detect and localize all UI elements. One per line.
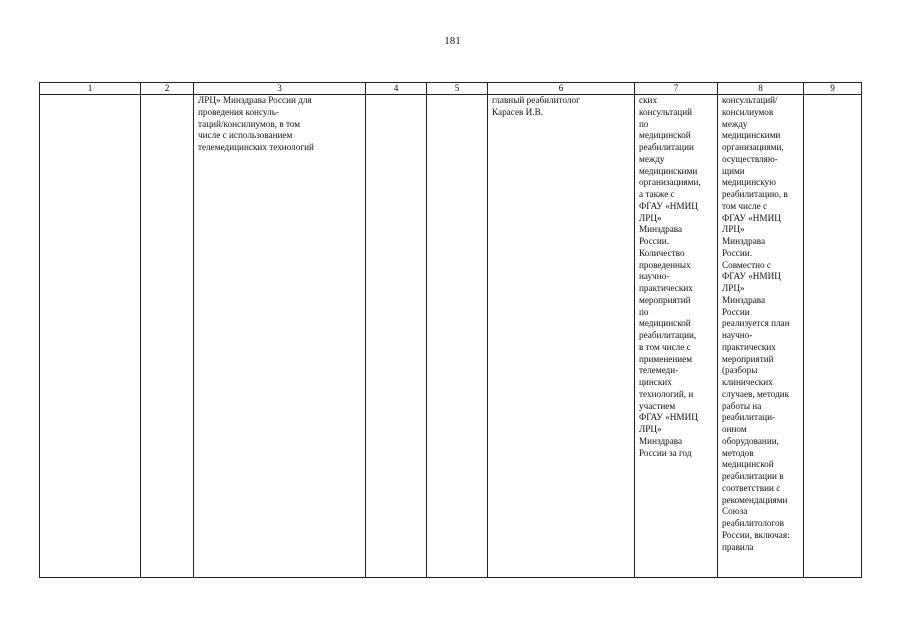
table-header-row (40, 83, 862, 95)
cell-col6 (488, 95, 635, 578)
cell-col9 (804, 95, 862, 578)
cell-col3-text: ЛРЦ» Минздрава России для проведения консуль- таций/консилиумов, в том числе с использованием телемедицинских технологий (198, 95, 314, 152)
column-header-1: 1 (40, 83, 141, 95)
column-header-4: 4 (366, 83, 427, 95)
cell-col7-text: ских консультаций по медицинской реабилитации между медицинскими организациями, а также с ФГАУ «НМИЦ ЛРЦ» Минздрава России. Количество проведенных научно- практических мероприятий по медицинской реабилитации, в том числе с применением телемеди- цинских технологий, и участием ФГАУ «НМИЦ ЛРЦ» Минздрава России за год (639, 95, 701, 458)
cell-col7 (635, 95, 718, 578)
cell-col8 (718, 95, 804, 578)
cell-col5 (427, 95, 488, 578)
cell-col4 (366, 95, 427, 578)
column-header-9: 9 (804, 83, 862, 95)
column-header-5: 5 (427, 83, 488, 95)
cell-col2 (141, 95, 194, 578)
column-header-3: 3 (194, 83, 366, 95)
page-number: 181 (444, 35, 461, 47)
document-table (39, 82, 862, 578)
column-header-6: 6 (488, 83, 635, 95)
column-header-7: 7 (635, 83, 718, 95)
table-row (40, 95, 862, 578)
column-header-8: 8 (718, 83, 804, 95)
cell-col1 (40, 95, 141, 578)
cell-col8-text: консультаций/ консилиумов между медицинскими организациями, осуществляю- щими медицинскую реабилитацию, в том числе с ФГАУ «НМИЦ ЛРЦ» Минздрава России. Совместно с ФГАУ «НМИЦ ЛРЦ» Минздрава России реализуется план научно- практических мероприятий (разборы клинических случаев, методик работы на реабилитаци- онном оборудовании, методов медицинской реабилитации в соответствии с рекомендациями Союза реабилитологов России, включая: правила (722, 95, 790, 552)
cell-col6-text: главный реабилитолог Карасев И.В. (492, 95, 580, 117)
column-header-2: 2 (141, 83, 194, 95)
cell-col3 (194, 95, 366, 578)
